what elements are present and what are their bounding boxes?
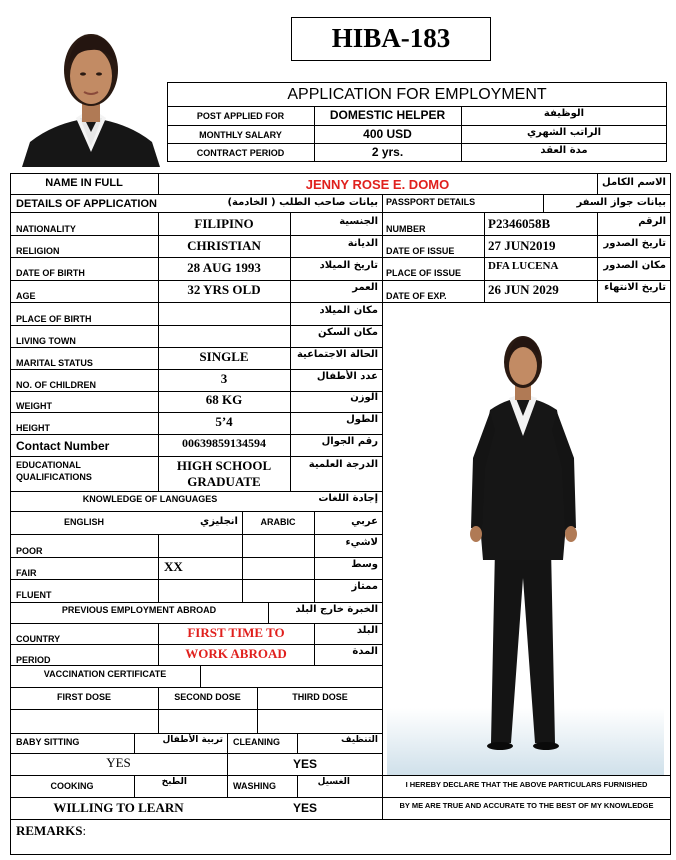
poor-label: POOR bbox=[16, 546, 43, 556]
poor-arabic: لاشيء bbox=[345, 537, 378, 548]
cleaning-value: YES bbox=[292, 757, 317, 771]
issue-date-arabic: تاريخ الصدور bbox=[603, 238, 666, 249]
age-value: 32 YRS OLD bbox=[187, 282, 261, 297]
country-label: COUNTRY bbox=[16, 634, 61, 644]
salary-label: MONTHLY SALARY bbox=[199, 130, 282, 140]
issue-place-label: PLACE OF ISSUE bbox=[386, 268, 462, 278]
expiry-date-label: DATE OF EXP. bbox=[386, 291, 447, 301]
arabic-language-arabic: عربي bbox=[351, 516, 378, 527]
baby-sitting-arabic: تربية الأطفال bbox=[162, 735, 223, 745]
dob-label: DATE OF BIRTH bbox=[16, 268, 85, 278]
nationality-arabic: الجنسية bbox=[339, 216, 378, 227]
contact-arabic: رقم الجوال bbox=[321, 436, 378, 447]
place-of-birth-arabic: مكان الميلاد bbox=[319, 305, 378, 316]
fluent-label: FLUENT bbox=[16, 590, 52, 600]
fluent-arabic: ممتاز bbox=[351, 581, 378, 592]
experience-arabic: الخبرة خارج البلد bbox=[295, 604, 378, 615]
expiry-date-value: 26 JUN 2029 bbox=[488, 282, 559, 297]
salary-arabic: الراتب الشهري bbox=[527, 127, 601, 138]
post-applied-label: POST APPLIED FOR bbox=[196, 111, 285, 121]
height-value: 5’4 bbox=[215, 414, 233, 429]
washing-label: WASHING bbox=[233, 781, 277, 791]
period-arabic: المدة bbox=[352, 646, 378, 657]
cooking-arabic: الطبخ bbox=[161, 777, 187, 787]
english-label: ENGLISH bbox=[63, 517, 104, 527]
passport-arabic: بيانات جواز السفر bbox=[576, 197, 666, 208]
weight-arabic: الوزن bbox=[350, 392, 378, 403]
contact-value: 00639859134594 bbox=[182, 436, 266, 450]
height-label: HEIGHT bbox=[16, 423, 51, 433]
dob-value: 28 AUG 1993 bbox=[187, 260, 261, 275]
contract-arabic: مدة العقد bbox=[540, 145, 588, 156]
remarks-title: REMARKS bbox=[16, 823, 83, 838]
cooking-label: COOKING bbox=[50, 781, 94, 791]
dob-arabic: تاريخ الميلاد bbox=[319, 260, 378, 271]
children-arabic: عدد الأطفال bbox=[316, 371, 378, 382]
contract-value: 2 yrs. bbox=[371, 145, 404, 159]
nationality-value: FILIPINO bbox=[194, 216, 254, 231]
fair-english-mark: XX bbox=[164, 559, 183, 574]
form-title: APPLICATION FOR EMPLOYMENT bbox=[287, 86, 547, 103]
period-value: WORK ABROAD bbox=[185, 646, 287, 661]
issue-date-value: 27 JUN2019 bbox=[488, 238, 556, 253]
nationality-label: NATIONALITY bbox=[16, 224, 76, 234]
age-label: AGE bbox=[16, 291, 36, 301]
full-body-photo bbox=[387, 318, 664, 776]
declaration-line-2: BY ME ARE TRUE AND ACCURATE TO THE BEST OF MY KNOWLEDGE bbox=[399, 801, 654, 810]
cleaning-arabic: التنظيف bbox=[341, 735, 378, 745]
washing-value: YES bbox=[292, 801, 317, 815]
applicant-name: JENNY ROSE E. DOMO bbox=[305, 177, 450, 192]
name-arabic: الاسم الكامل bbox=[602, 177, 666, 188]
baby-sitting-value: YES bbox=[106, 755, 131, 770]
marital-status-label: MARITAL STATUS bbox=[16, 358, 93, 368]
period-label: PERIOD bbox=[16, 655, 51, 665]
passport-number-value: P2346058B bbox=[488, 216, 551, 231]
baby-sitting-label: BABY SITTING bbox=[16, 737, 80, 747]
arabic-language-label: ARABIC bbox=[260, 517, 296, 527]
second-dose-label: SECOND DOSE bbox=[174, 692, 241, 702]
education-arabic: الدرجة العلمية bbox=[308, 459, 378, 470]
country-arabic: البلد bbox=[356, 625, 378, 636]
religion-value: CHRISTIAN bbox=[187, 238, 261, 253]
experience-label: PREVIOUS EMPLOYMENT ABROAD bbox=[61, 605, 217, 615]
living-town-arabic: مكان السكن bbox=[318, 327, 378, 338]
post-applied-value: DOMESTIC HELPER bbox=[329, 108, 446, 122]
remarks-colon: : bbox=[82, 823, 87, 838]
name-label: NAME IN FULL bbox=[45, 177, 123, 189]
living-town-label: LIVING TOWN bbox=[16, 336, 76, 346]
cooking-value: WILLING TO LEARN bbox=[53, 800, 184, 815]
washing-arabic: الغسيل bbox=[317, 777, 350, 787]
fair-arabic: وسط bbox=[351, 559, 378, 570]
english-arabic: انجليزي bbox=[200, 516, 238, 527]
declaration-line-1: I HEREBY DECLARE THAT THE ABOVE PARTICULARS FURNISHED bbox=[405, 780, 648, 789]
vaccination-label: VACCINATION CERTIFICATE bbox=[43, 669, 167, 679]
education-label: EDUCATIONAL QUALIFICATIONS bbox=[16, 460, 92, 482]
issue-date-label: DATE OF ISSUE bbox=[386, 246, 455, 256]
religion-arabic: الديانة bbox=[347, 238, 378, 249]
marital-status-arabic: الحالة الاجتماعية bbox=[296, 349, 378, 360]
country-value: FIRST TIME TO bbox=[187, 625, 285, 640]
contract-label: CONTRACT PERIOD bbox=[196, 148, 285, 158]
first-dose-label: FIRST DOSE bbox=[56, 692, 111, 702]
children-value: 3 bbox=[220, 371, 228, 386]
passport-label: PASSPORT DETAILS bbox=[386, 197, 476, 207]
expiry-date-arabic: تاريخ الانتهاء bbox=[604, 282, 666, 293]
salary-value: 400 USD bbox=[363, 127, 412, 141]
place-of-birth-label: PLACE OF BIRTH bbox=[16, 314, 92, 324]
post-applied-arabic: الوظيفة bbox=[543, 108, 585, 119]
remarks-label bbox=[16, 824, 86, 837]
passport-number-label: NUMBER bbox=[386, 224, 426, 234]
languages-arabic: إجادة اللغات bbox=[318, 493, 378, 504]
marital-status-value: SINGLE bbox=[199, 349, 249, 364]
education-value: HIGH SCHOOL GRADUATE bbox=[176, 458, 272, 489]
details-arabic: بيانات صاحب الطلب ( الخادمة) bbox=[227, 197, 378, 208]
weight-value: 68 KG bbox=[205, 392, 243, 407]
languages-label: KNOWLEDGE OF LANGUAGES bbox=[82, 494, 218, 504]
children-label: NO. OF CHILDREN bbox=[16, 380, 96, 390]
height-arabic: الطول bbox=[346, 414, 378, 425]
age-arabic: العمر bbox=[352, 282, 378, 293]
issue-place-value: DFA LUCENA bbox=[488, 260, 559, 272]
weight-label: WEIGHT bbox=[16, 401, 52, 411]
issue-place-arabic: مكان الصدور bbox=[603, 260, 666, 271]
third-dose-label: THIRD DOSE bbox=[292, 692, 348, 702]
details-label: DETAILS OF APPLICATION bbox=[16, 198, 157, 210]
passport-number-arabic: الرقم bbox=[638, 216, 666, 227]
cleaning-label: CLEANING bbox=[233, 737, 280, 747]
contact-label: Contact Number bbox=[16, 439, 110, 453]
fair-label: FAIR bbox=[16, 568, 37, 578]
headshot-photo bbox=[20, 14, 162, 167]
reference-code: HIBA-183 bbox=[331, 23, 451, 53]
religion-label: RELIGION bbox=[16, 246, 60, 256]
